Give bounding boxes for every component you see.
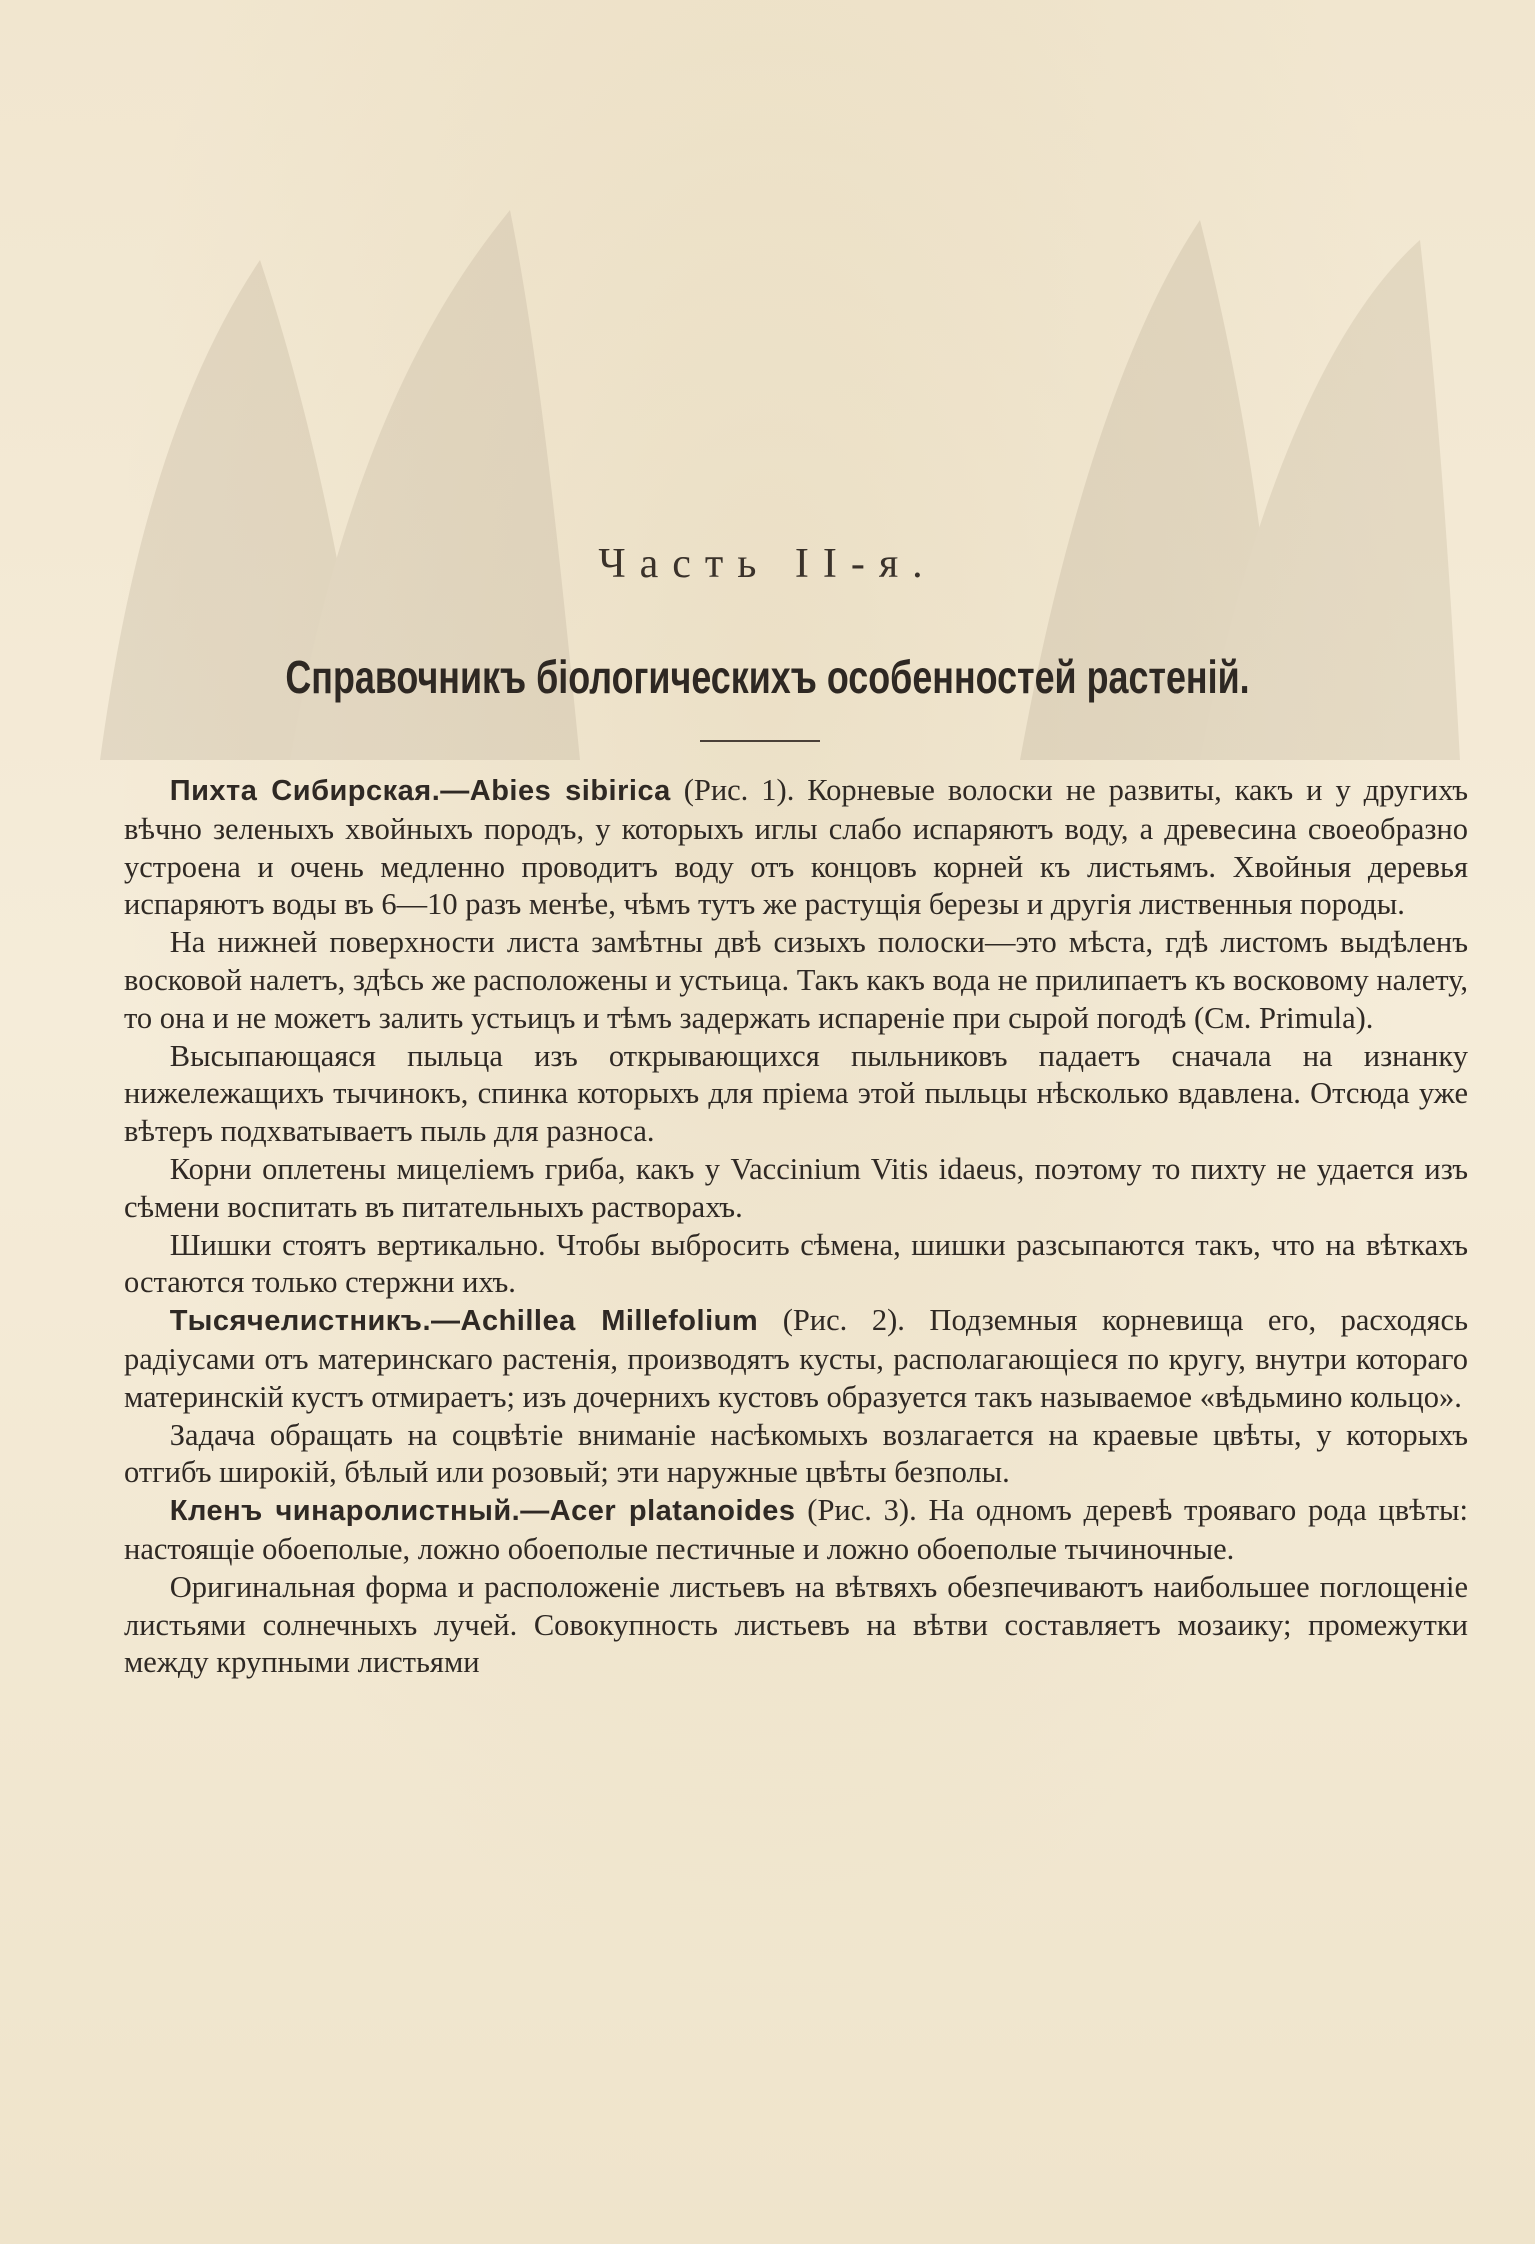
entry-lead: Тысячелистникъ.—Achillea Millefolium [169,1305,759,1338]
paragraph-block [124,1038,1468,1151]
paragraph: (Рис. 1). Корневые волоски не развиты, какъ и у другихъ вѣчно зеленыхъ хвойныхъ породъ, у которыхъ иглы слабо испаряютъ воду, а древесина своеобразно устроена и очень медленно проводитъ воду отъ концовъ корней къ листьямъ. Хвойныя деревья испаряютъ воды въ 6—10 разъ менѣе, чѣмъ тутъ же растущія березы и другія лиственныя породы. [124,773,1468,922]
paragraph-block [124,1569,1468,1682]
paragraph-block [124,1227,1468,1303]
paragraph-block [124,924,1468,1037]
paragraph: (Рис. 3). На одномъ деревѣ трояваго рода цвѣты: настоящіе обоеполые, ложно обоеполые пестичные и ложно обоеполые тычиночные. [124,1493,1468,1566]
paragraph: На нижней поверхности листа замѣтны двѣ сизыхъ полоски—это мѣста, гдѣ листомъ выдѣленъ восковой налетъ, здѣсь же расположены и устьица. Такъ какъ вода не прилипаетъ къ восковому налету, то она и не можетъ залить устьицъ и тѣмъ задержать испареніе при сырой погодѣ (См. Primula). [124,925,1468,1035]
paragraph: (Рис. 2). Подземныя корневища его, расходясь радіусами отъ материнскаго растенія, производятъ кусты, располагающіеся по кругу, внутри котораго материнскій кустъ отмираетъ; изъ дочернихъ кустовъ образуется такъ называемое «вѣдьмино кольцо». [124,1303,1468,1414]
paragraph: Корни оплетены мицеліемъ гриба, какъ у Vaccinium Vitis idaeus, поэтому то пихту не удается изъ сѣмени воспитать въ питательныхъ растворахъ. [124,1151,1468,1224]
section-title: Справочникъ біологическихъ особенностей растеній. [285,651,1250,703]
title-divider [700,740,820,742]
paragraph-block [124,1417,1468,1493]
main-text [124,772,1468,1682]
paragraph: Шишки стоятъ вертикально. Чтобы выбросить сѣмена, шишки разсыпаются такъ, что на вѣткахъ остаются только стержни ихъ. [124,1227,1468,1300]
entry-lead: Пихта Сибирская.—Abies sibirica [169,775,671,807]
paragraph-block [124,1151,1468,1227]
entry-achillea-intro [124,1302,1468,1416]
paragraph: Задача обращать на соцвѣтіе вниманіе насѣкомыхъ возлагается на краевые цвѣты, у которыхъ отгибъ широкій, бѣлый или розовый; эти наружные цвѣты безполы. [124,1417,1468,1490]
paragraph: Высыпающаяся пыльца изъ открывающихся пыльниковъ падаетъ сначала на изнанку нижележащихъ тычинокъ, спинка которыхъ для пріема этой пыльцы нѣсколько вдавлена. Отсюда уже вѣтеръ подхватываетъ пыль для разноса. [124,1038,1468,1149]
entry-abies-intro [124,772,1468,924]
entry-acer-intro [124,1492,1468,1569]
paragraph: Оригинальная форма и расположеніе листьевъ на вѣтвяхъ обезпечиваютъ наибольшее поглощеніе листьями солнечныхъ лучей. Совокупность листьевъ на вѣтви составляетъ мозаику; промежутки между крупными листьями [124,1569,1468,1680]
part-heading: Часть II-я. [598,541,937,587]
entry-lead: Кленъ чинаролистный.—Acer platanoides [169,1495,796,1528]
